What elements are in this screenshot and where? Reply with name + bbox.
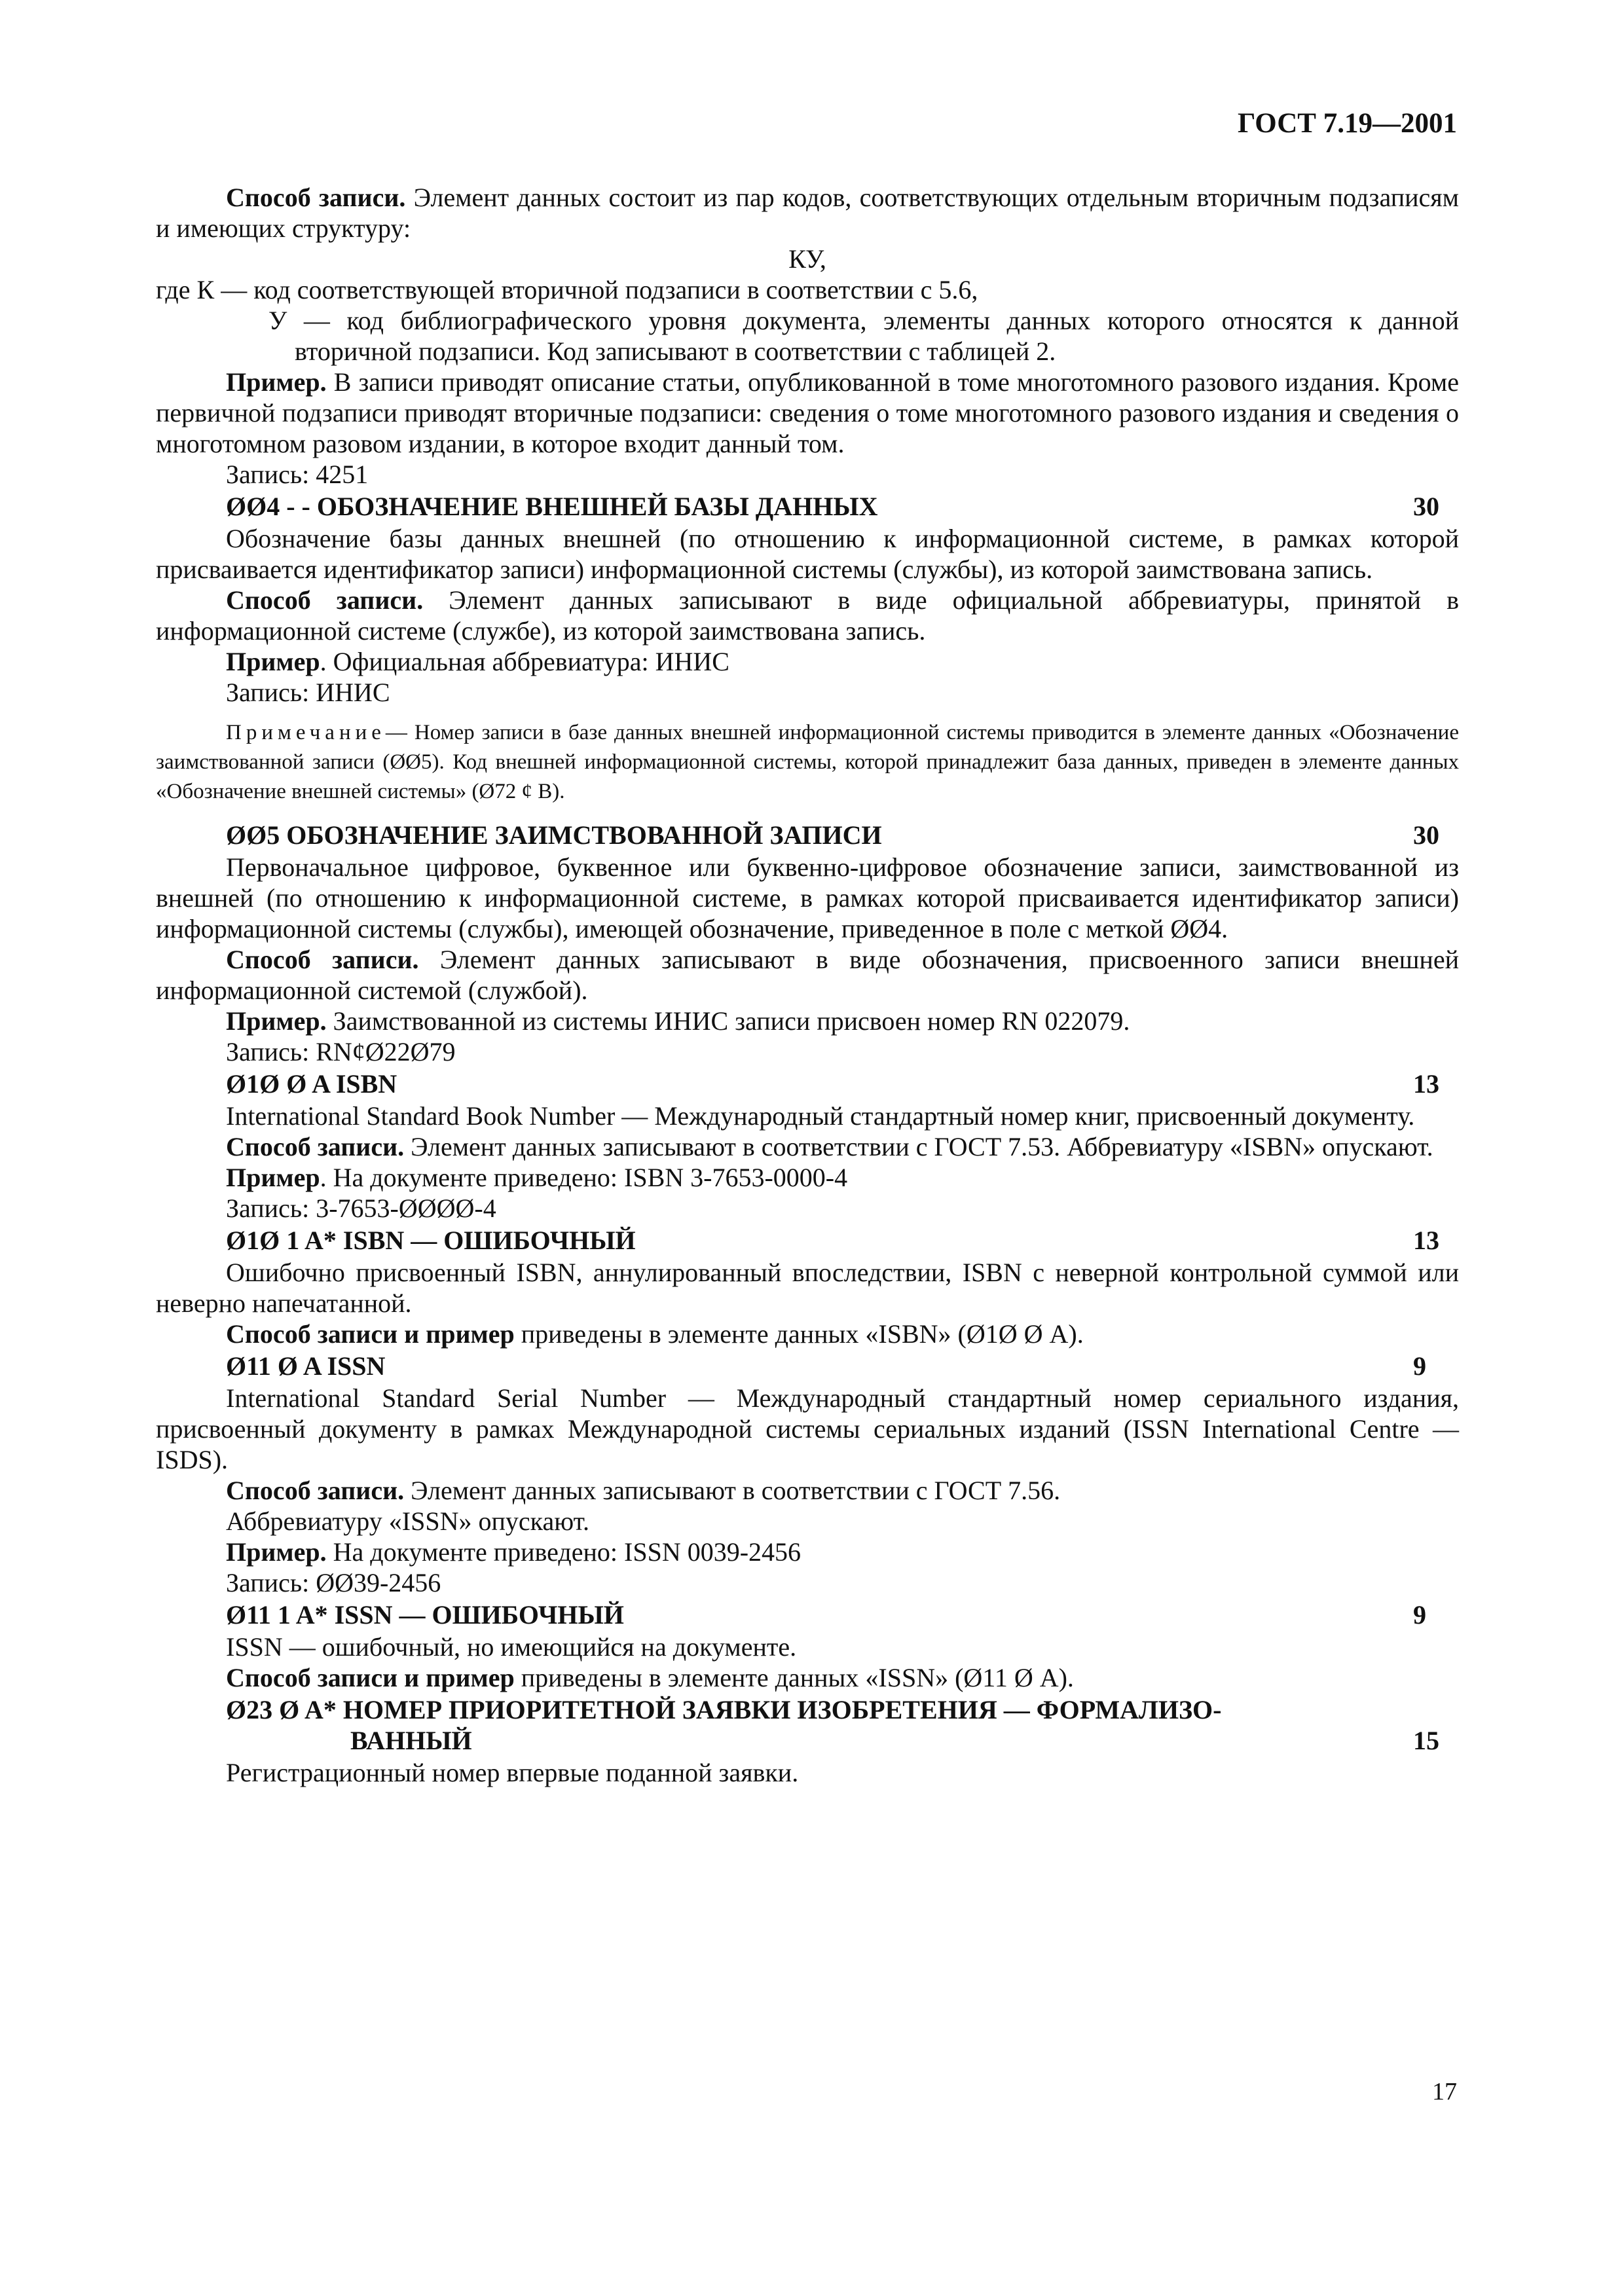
example-paragraph — [156, 1162, 1459, 1193]
method-label: Способ записи. — [226, 1476, 405, 1505]
example-paragraph — [156, 1537, 1459, 1567]
example-paragraph — [156, 646, 1459, 677]
example-text: . На документе приведено: ISBN 3-7653-0000-4 — [320, 1163, 848, 1192]
method-paragraph — [156, 1662, 1459, 1693]
method-text: приведены в элементе данных «ISSN» (Ø11 Ø А). — [514, 1663, 1074, 1692]
example-label: Пример. — [226, 367, 327, 397]
note-label: Примечание — [226, 721, 386, 744]
formula: КУ, — [788, 244, 826, 274]
method-paragraph — [156, 1475, 1459, 1506]
note-paragraph — [156, 718, 1459, 807]
example-text: На документе приведено: ISSN 0039-2456 — [326, 1537, 802, 1567]
section-description: ISSN — ошибочный, но имеющийся на документе. — [226, 1632, 797, 1662]
record-line: Запись: RN¢Ø22Ø79 — [226, 1037, 456, 1066]
method-paragraph — [156, 182, 1459, 244]
method-paragraph — [156, 1131, 1459, 1162]
section-title: ØØ5 ОБОЗНАЧЕНИЕ ЗАИМСТВОВАННОЙ ЗАПИСИ — [226, 820, 882, 850]
method-paragraph — [156, 944, 1459, 1006]
method-label: Способ записи и пример — [226, 1319, 515, 1349]
section-heading-004 — [156, 491, 1459, 522]
method-text: Элемент данных записывают в виде обозначения, присвоенного записи внешней информационной системой (службой). — [156, 945, 1459, 1005]
method-text: Элемент данных записывают в соответствии с ГОСТ 7.53. Аббревиатуру «ISBN» опускают. — [404, 1132, 1433, 1161]
section-description: Первоначальное цифровое, буквенное или буквенно-цифровое обозначение записи, заимствованной из внешней (по отношению к информационной системе, в рамках которой присваивается идентификатор записи) информационной системы (службы), имеющей обозначение, приведенное в поле с меткой ØØ4. — [156, 852, 1459, 943]
section-description: Ошибочно присвоенный ISBN, аннулированный впоследствии, ISBN с неверной контрольной суммой или неверно напечатанной. — [156, 1258, 1460, 1318]
section-description: Обозначение базы данных внешней (по отношению к информационной системе, в рамках которой присваивается идентификатор записи) информационной системы (службы), из которой заимствована запись. — [156, 524, 1459, 584]
example-text: . Официальная аббревиатура: ИНИС — [320, 647, 729, 676]
example-paragraph — [156, 1006, 1459, 1036]
page-content — [156, 182, 1459, 1788]
section-number: 15 — [1413, 1726, 1439, 1755]
section-description: International Standard Serial Number — Международный стандартный номер сериального издания, присвоенный документу в рамках Международной системы сериальных изданий (ISSN International Centre — ISDS). — [156, 1383, 1459, 1474]
example-text: В записи приводят описание статьи, опубликованной в томе многотомного разового издания. Кроме первичной подзаписи приводят вторичные подзаписи: сведения о томе многотомного разового издания и сведения о многотомном разовом издании, в которое входит данный том. — [156, 367, 1459, 458]
section-heading-005 — [156, 820, 1459, 850]
record-line: Запись: ØØ39-2456 — [226, 1568, 441, 1597]
method-label: Способ записи и пример — [226, 1663, 515, 1692]
record-line: Запись: ИНИС — [226, 678, 390, 707]
method-paragraph — [156, 1319, 1459, 1349]
section-title: Ø11 1 A* ISSN — ОШИБОЧНЫЙ — [226, 1600, 624, 1630]
section-title: Ø1Ø 1 A* ISBN — ОШИБОЧНЫЙ — [226, 1226, 636, 1255]
section-title: Ø11 Ø A ISSN — [226, 1351, 386, 1381]
method-paragraph — [156, 585, 1459, 646]
section-heading-011-1 — [156, 1599, 1459, 1630]
method-label: Способ записи. — [226, 585, 424, 615]
record-line: Запись: 3-7653-ØØØØ-4 — [226, 1194, 496, 1223]
note-text: — Номер записи в базе данных внешней информационной системы приводится в элементе данных «Обозначение заимствованной записи (ØØ5). Код внешней информационной системы, которой принадлежит база данных, приведен в элементе данных «Обозначение внешней системы» (Ø72 ¢ В). — [156, 721, 1459, 803]
method-text: Элемент данных записывают в виде официальной аббревиатуры, принятой в информационной системе (службе), из которой заимствована запись. — [156, 585, 1459, 646]
section-title: ØØ4 - - ОБОЗНАЧЕНИЕ ВНЕШНЕЙ БАЗЫ ДАННЫХ — [226, 492, 878, 521]
section-number: 13 — [1413, 1069, 1439, 1099]
where-k-line: где К — код соответствующей вторичной подзаписи в соответствии с 5.6, — [156, 275, 978, 304]
section-title — [226, 1694, 1352, 1756]
section-number: 13 — [1413, 1226, 1439, 1255]
section-title-line-2: ВАННЫЙ — [350, 1726, 472, 1755]
section-title: Ø1Ø Ø A ISBN — [226, 1069, 397, 1099]
record-line: Запись: 4251 — [226, 460, 369, 489]
example-text: Заимствованной из системы ИНИС записи присвоен номер RN 022079. — [326, 1006, 1130, 1036]
method-text: приведены в элементе данных «ISBN» (Ø1Ø Ø А). — [514, 1319, 1084, 1349]
method-label: Способ записи. — [226, 1132, 405, 1161]
section-heading-010-0 — [156, 1068, 1459, 1099]
method-label: Способ записи. — [226, 183, 406, 212]
method-continuation: Аббревиатуру «ISSN» опускают. — [226, 1506, 590, 1536]
page-number: 17 — [1432, 2078, 1457, 2105]
section-number: 30 — [1413, 492, 1439, 521]
example-paragraph — [156, 367, 1459, 459]
example-label: Пример — [226, 1163, 320, 1192]
section-heading-010-1 — [156, 1225, 1459, 1256]
section-heading-011-0 — [156, 1351, 1459, 1381]
section-title-line-1: Ø23 Ø A* НОМЕР ПРИОРИТЕТНОЙ ЗАЯВКИ ИЗОБРЕТЕНИЯ — ФОРМАЛИЗО- — [226, 1695, 1222, 1724]
section-heading-023 — [156, 1694, 1459, 1756]
where-u-line: У — код библиографического уровня документа, элементы данных которого относятся к данной вторичной подзаписи. Код записывают в соответствии с таблицей 2. — [268, 306, 1459, 366]
section-number: 30 — [1413, 820, 1439, 850]
example-label: Пример — [226, 647, 320, 676]
example-label: Пример. — [226, 1537, 327, 1567]
method-text: Элемент данных записывают в соответствии с ГОСТ 7.56. — [404, 1476, 1061, 1505]
section-number: 9 — [1413, 1600, 1426, 1630]
method-label: Способ записи. — [226, 945, 419, 974]
example-label: Пример. — [226, 1006, 327, 1036]
standard-header: ГОСТ 7.19—2001 — [1238, 108, 1457, 139]
section-number: 9 — [1413, 1351, 1426, 1381]
section-description: International Standard Book Number — Международный стандартный номер книг, присвоенный документу. — [226, 1101, 1415, 1131]
section-description: Регистрационный номер впервые поданной заявки. — [226, 1758, 799, 1787]
method-text: Элемент данных состоит из пар кодов, соответствующих отдельным вторичным подзаписям и имеющих структуру: — [156, 183, 1459, 243]
